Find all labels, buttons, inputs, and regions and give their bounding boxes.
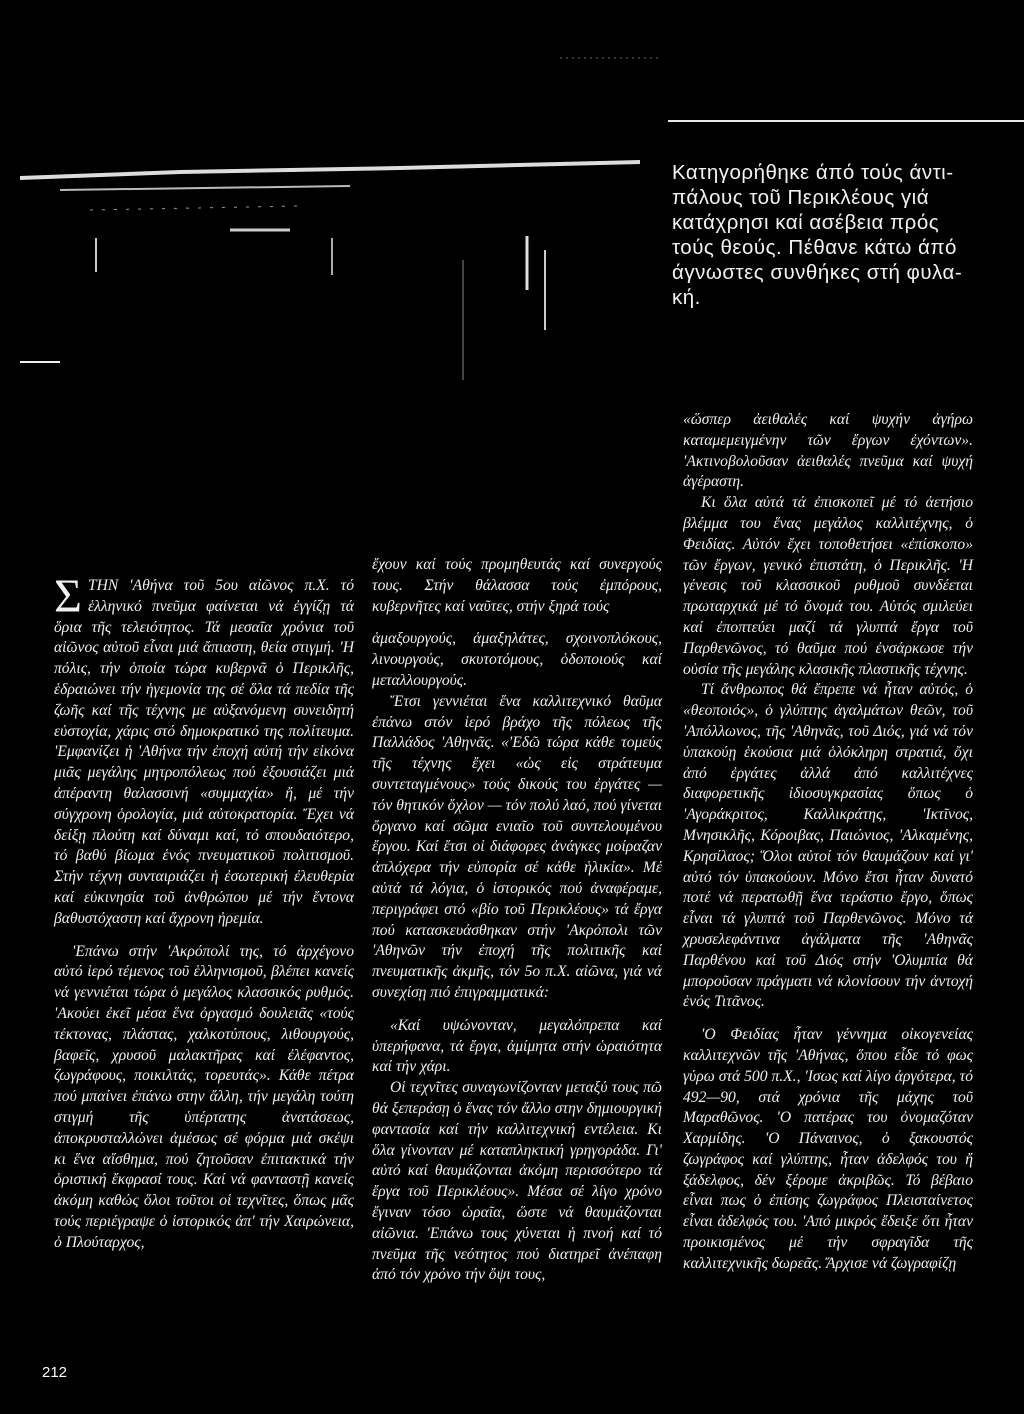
page-number: 212 xyxy=(42,1364,68,1381)
lead-paragraph xyxy=(54,570,354,930)
dark-photograph xyxy=(0,0,660,400)
paragraph: 'Ο Φειδίας ἦταν γέννημα οἰκογενείας καλλιτεχνῶν τῆς 'Αθήνας, ὅπου εἶδε τό φως γύρω στά 500 π.Χ., 'Ισως καί λίγο ἀργότερα, τό 492—90, στά χρόνια τῆς μάχης τοῦ Μαραθῶνος. 'Ο πατέρας του ὀνομαζόταν Χαρμίδης. 'Ο Πάναινος, ὁ ξακουστός ζωγράφος καί γλύπτης, ἦταν ἀδελφός του ἤ ξάδελφος, δέν ξέρομε ἀκριβῶς. Τό βέβαιο εἶναι πως ὁ ἐπίσης ζωγράφος Πλεισταίνετος εἶναι ἀδελφός του. 'Από μικρός ἔδειξε ὅτι ἦταν προικισμένος μέ τήν σφραγῖδα τῆς καλλιτεχνικῆς δωρεᾶς. Ἄρχισε νά ζωγραφίζῃ xyxy=(683,1026,973,1272)
paragraph-text: ΤΗΝ 'Αθήνα τοῦ 5ου αἰῶνος π.Χ. τό ἑλληνικό πνεῦμα φαίνεται νά ἐγγίζῃ τά ὅρια τῆς τελειότητος. Τά μεσαῖα χρόνια τοῦ αἰῶνος αὐτοῦ εἶναι μιά ἄπιαστη, θεία στιγμή. 'Η πόλις, τήν ὁποία τώρα κυβερνᾶ ὁ Περικλῆς, ἑδραιώνει τήν ἡγεμονία της σέ ὅλα τά πεδία τῆς ζωῆς καί τῆς τέχνης με αὐξανόμενη συνειδητή εὐστοχία, χάρις στό δημοκρατικό της πολίτευμα. 'Εμφανίζει ἡ 'Αθήνα τήν ἐποχή αὐτή τήν εἰκόνα μιᾶς μεγάλης μητροπόλεως πού ἐξουσιάζει μιά ἀπέραντη θαλασσινή «συμμαχία» ἤ, μέ τήν σύγχρονη ὁρολογία, μιά αὐτοκρατορία. Ἔχει νά δείξῃ πλούτη καί δύναμι καί, τό σπουδαιότερο, τό βαθύ βίωμα ἑνός πνευματικοῦ πολιτισμοῦ. Στήν τέχνη συνταιριάζει ἡ ἐσωτερική ἐλευθερία καί εὐκινησία τοῦ ἀνθρώπου μέ τήν ἔντονα βαθυστόχαστη καί ἄχρονη ἠρεμία. xyxy=(54,577,354,927)
image-caption: Κατηγορήθηκε άπό τούς άντι-πάλους τοῦ Περικλέους γιά κατάχρησι καί ασέβεια πρός τούς θεούς. Πέθανε κάτω άπό άγνωστες συνθήκες στή φυλα-κή. xyxy=(672,161,963,309)
paragraph: Κι ὅλα αὐτά τά ἐπισκοπεῖ μέ τό ἀετήσιο βλέμμα του ἕνας μεγάλος καλλιτέχνης, ὁ Φειδίας. Αὐτόν ἔχει τοποθετήσει «ἐπίσκοπο» τῶν ἔργων, γενικό ἐπιστάτη, ὁ Περικλῆς. 'Η γένεσις τοῦ κλασσικοῦ ρυθμοῦ συνδέεται πρωταρχικά μέ τό ὄνομά του. Αὐτός σμιλεύει καί ἐποπτεύει μαζί τά γλυπτά ἔργα τοῦ Παρθενῶνος, τό θαῦμα πού ἐνσάρκωσε τήν οὐσία τῆς μεγάλης κλασικῆς πλαστικῆς τέχνης. xyxy=(683,494,973,678)
quote-paragraph: «ὥσπερ ἀειθαλές καί ψυχήν ἀγήρω καταμεμειγμένην τῶν ἔργων ἐχόντων». 'Ακτινοβολοῦσαν ἀειθαλές πνεῦμα καί ψυχή ἀγέραστη. xyxy=(683,411,973,491)
drop-cap: Σ xyxy=(54,570,82,623)
paragraph: ἁμαξουργούς, ἁμαξηλάτες, σχοινοπλόκους, λινουργούς, σκυτοτόμους, ὁδοποιούς καί μεταλλουργούς. xyxy=(372,630,662,689)
article-column-3 xyxy=(683,410,973,1275)
paragraph: Οἱ τεχνῖτες συναγωνίζονταν μεταξύ τους πῶ θά ξεπεράσῃ ὁ ἕνας τόν ἄλλο στην δημιουργική φαντασία καί τήν καλλιτεχνική εντέλεια. Κι ὅλα γίνονταν μέ καταπληκτική γρηγοράδα. Γι' αὐτό καί θαυμάζονται ἀκόμη περισσότερο τά ἔργα τοῦ Περικλέους». Μέσα σέ λίγο χρόνο ἔγιναν τόσο ὡραῖα, ὥστε νά θαυμάζονται αἰῶνια. 'Επάνω τους χύνεται ἡ πνοή καί τό πνεῦμα τῆς νεότητος πού διατηρεῖ ἀνέπαφη ἀπό τόν χρόνο τήν ὄψι τους, xyxy=(372,1079,662,1284)
quote-paragraph: «Καί υψώνονταν, μεγαλόπρεπα καί ὑπερήφανα, τά ἔργα, ἀμίμητα στήν ὡραιότητα καί τήν χάρι. xyxy=(372,1016,662,1076)
caption-rule xyxy=(668,120,1024,122)
paragraph: 'Επάνω στήν 'Ακρόπολί της, τό ἀρχέγονο αὐτό ἱερό τέμενος τοῦ ἑλληνισμοῦ, βλέπει κανείς νά γεννιέται τώρα ὁ μεγάλος κλασσικός ρυθμός. 'Ακούει ἐκεῖ μέσα ἕνα ὀργασμό δουλειᾶς «τούς τέκτονας, πλάστας, χαλκοτύπους, λιθουργούς, βαφεῖς, χρυσοῦ μαλακτῆρας καί ἐλέφαντος, ζωγράφους, ποικιλτάς, τορευτάς». Κάθε πέτρα πού μπαίνει ἐπάνω στην ἄλλη, τήν μεγάλη τούτη στιγμή τῆς ὑπέρτατης ἀνατάσεως, ἀποκρυσταλλώνει ἀμέσως σέ φόρμα μιά σκέψι κι ἕνα αἴσθημα, πού ζητοῦσαν ἐπιτακτικά τήν ὁριστική ἔκφρασί τους. Καί νά φανταστῇ κανείς ἀκόμη καθώς ὅλοι τοῦτοι οἱ τεχνῖτες, ὅπως μᾶς τούς περιέγραψε ὁ ἱστορικός ἀπ' τήν Χαιρώνεια, ὁ Πλούταρχος, xyxy=(54,942,354,1251)
paragraph: ἔχουν καί τούς προμηθευτάς καί συνεργούς τους. Στήν θάλασσα τούς ἐμπόρους, κυβερνῆτες καί ναῦτες, στήν ξηρά τούς xyxy=(372,556,662,615)
paragraph: Ἔτσι γεννιέται ἕνα καλλιτεχνικό θαῦμα ἐπάνω στόν ἱερό βράχο τῆς πόλεως τῆς Παλλάδος 'Αθηνᾶς. «'Εδῶ τώρα κάθε τομεύς τῆς τέχνης ἔχει «ὡς εἰς στράτευμα συντεταγμένους» τούς δικούς του ἐργάτες — τόν θητικόν ὄχλον — τόν πολύ λαό, πού γίνεται ὄργανο καί σῶμα ενιαῖο τοῦ συντελουμένου ἔργου. Καί ἔτσι οἱ διάφορες ἀνάγκες μοίραζαν ἀπλόχερα τήν εὐπορία σέ κάθε ἡλικία». Μέ αὐτά τά λόγια, ὁ ἱστορικός πού ἀναφέραμε, περιγράφει στό «βίο τοῦ Περικλέους» τά ἔργα πού κατασκευάσθηκαν στήν 'Ακρόπολι τῶν 'Αθηνῶν τήν ἐποχή τῆς πολιτικῆς καί πνευματικῆς ἀκμῆς, τόν 5ο π.Χ. αἰῶνα, γιά νά συνεχίσῃ πιό ἐπιγραμματικά: xyxy=(372,692,662,1001)
article-column-1 xyxy=(54,570,354,1254)
paragraph: Τί ἄνθρωπος θά ἔπρεπε νά ἦταν αὐτός, ὁ «θεοποιός», ὁ γλύπτης ἀγαλμάτων θεῶν, τοῦ 'Απόλλωνος, τῆς 'Αθηνᾶς, τοῦ Διός, γιά νά τόν ὑπακούῃ ἑκούσια μιά ὁλόκληρη στρατιά, ὄχι ἀπό ἐργάτες ἀλλά ἀπό καλλιτέχνες διαφορετικῆς ἰδιοσυγκρασίας ὅπως ὁ 'Αγοράκριτος, Καλλικράτης, 'Ικτῖνος, Μνησικλῆς, Κόροιβας, Παιώνιος, 'Αλκαμένης, Κρησίλαος; Ὅλοι αὐτοί τόν θαυμάζουν καί γι' αὐτό τόν ὑπακούουν. Μόνο ἔτσι ἦταν δυνατό ποτέ νά περατωθῇ ἕνα τεράστιο ἔργο, ὅπως εἶναι τά γλυπτά τοῦ Παρθενῶνος. Μόνο τά χρυσελεφάντινα ἀγάλματα τῆς 'Αθηνᾶς Παρθένου καί τοῦ Διός στήν 'Ολυμπία θά μποροῦσαν πράγματι νά κλονίσουν τήν ἀντοχή ἑνός Τιτᾶνος. xyxy=(683,681,973,1011)
article-column-2 xyxy=(372,555,662,1286)
